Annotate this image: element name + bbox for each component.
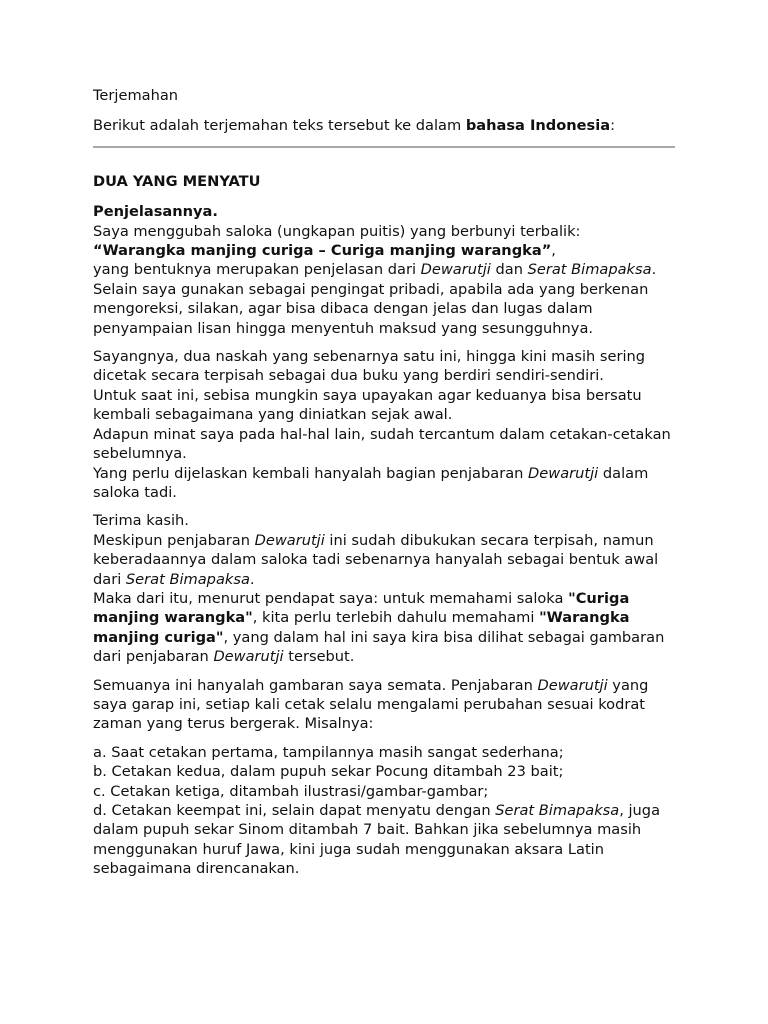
italic-title-dewarutji: Dewarutji [254, 531, 325, 549]
intro-colon: : [610, 117, 616, 135]
list-item: b. Cetakan kedua, dalam pupuh sekar Pocung ditambah 23 bait; [93, 763, 564, 781]
list-item: a. Saat cetakan pertama, tampilannya masih sangat sederhana; [93, 743, 564, 761]
paragraph-explanation [93, 202, 675, 338]
list-item [93, 801, 675, 879]
text-run: d. Cetakan keempat ini, selain dapat menyatu dengan [93, 802, 496, 819]
text-run: . [249, 570, 255, 588]
intro-line [93, 116, 675, 135]
paragraph-line [93, 464, 675, 503]
text-run: dan [490, 261, 528, 279]
text-run: , juga dalam pupuh sekar Sinom ditambah 7 bait. Bahkan jika sebelumnya masih menggunakan huruf Jawa, kini juga sudah menggunakan aksara Latin sebagaimana direncanakan. [93, 802, 661, 878]
paragraph-line: Terima kasih. [93, 512, 189, 530]
saloka-quote-line [93, 241, 675, 260]
bold-quote-warangka: "Warangka manjing curiga" [93, 609, 630, 646]
text-run: , kita perlu terlebih dahulu memahami [252, 609, 540, 627]
text-run: Meskipun penjabaran [93, 531, 255, 549]
title-text: DUA YANG MENYATU [93, 172, 261, 190]
saloka-quote: “Warangka manjing curiga – Curiga manjing warangka” [93, 242, 552, 260]
paragraph-line: Saya menggubah saloka (ungkapan puitis) yang berbunyi terbalik: [93, 222, 581, 240]
document-body [93, 86, 675, 879]
text-run: ini sudah dibukukan secara terpisah, namun keberadaannya dalam saloka tadi sebenarnya hanyalah sebagai bentuk awal dari [93, 531, 659, 588]
text-run: yang saya garap ini, setiap kali cetak selalu mengalami perubahan sesuai kodrat zaman yang terus bergerak. Misalnya: [93, 676, 649, 733]
paragraph-line [93, 589, 675, 667]
translation-label: Terjemahan [93, 87, 179, 104]
paragraph-summary [93, 676, 675, 734]
heading-text: Penjelasannya. [93, 203, 218, 221]
text-run: dalam saloka tadi. [93, 464, 649, 501]
paragraph-text [93, 260, 675, 338]
text-run: Yang perlu dijelaskan kembali hanyalah bagian penjabaran [93, 464, 529, 482]
italic-title-serat-bimapaksa: Serat Bimapaksa [495, 802, 620, 819]
paragraph-line: Untuk saat ini, sebisa mungkin saya upayakan agar keduanya bisa bersatu kembali sebagaimana yang diniatkan sejak awal. [93, 386, 642, 424]
text-run: Maka dari itu, menurut pendapat saya: untuk memahami saloka [93, 589, 569, 607]
italic-title-dewarutji: Dewarutji [213, 648, 284, 666]
paragraph-line [93, 531, 675, 589]
text-run: yang bentuknya merupakan penjelasan dari [93, 261, 421, 279]
quote-comma: , [551, 242, 556, 260]
text-run: Semuanya ini hanyalah gambaran saya semata. Penjabaran [93, 676, 538, 694]
italic-title-dewarutji: Dewarutji [528, 464, 599, 482]
paragraph-thanks [93, 511, 675, 666]
italic-title-serat-bimapaksa: Serat Bimapaksa [527, 261, 652, 279]
list-item: c. Cetakan ketiga, ditambah ilustrasi/gambar-gambar; [93, 782, 489, 800]
italic-title-serat-bimapaksa: Serat Bimapaksa [125, 570, 250, 588]
italic-title-dewarutji: Dewarutji [420, 261, 491, 279]
horizontal-divider [93, 146, 675, 148]
text-run: tersebut. [283, 648, 355, 666]
paragraph-line: Adapun minat saya pada hal-hal lain, sudah tercantum dalam cetakan-cetakan sebelumnya. [93, 425, 671, 463]
paragraph-line: Sayangnya, dua naskah yang sebenarnya satu ini, hingga kini masih sering dicetak secara terpisah sebagai dua buku yang berdiri sendiri-sendiri. [93, 348, 646, 385]
italic-title-dewarutji: Dewarutji [537, 676, 608, 694]
edition-list [93, 743, 675, 879]
intro-language: bahasa Indonesia [465, 117, 611, 135]
intro-text: Berikut adalah terjemahan teks tersebut ke dalam [93, 117, 466, 135]
document-title [93, 172, 675, 191]
text-run: . Selain saya gunakan sebagai pengingat pribadi, apabila ada yang berkenan mengoreksi, silakan, agar bisa dibaca dengan jelas dan lugas dalam penyampaian lisan hingga menyentuh maksud yang sesungguhnya. [93, 261, 657, 337]
paragraph-line [93, 676, 675, 734]
paragraph-unfortunately [93, 347, 675, 502]
section-heading [93, 202, 675, 221]
bold-quote-curiga: "Curiga manjing warangka" [93, 589, 630, 627]
text-run: , yang dalam hal ini saya kira bisa dilihat sebagai gambaran dari penjabaran [93, 628, 665, 666]
